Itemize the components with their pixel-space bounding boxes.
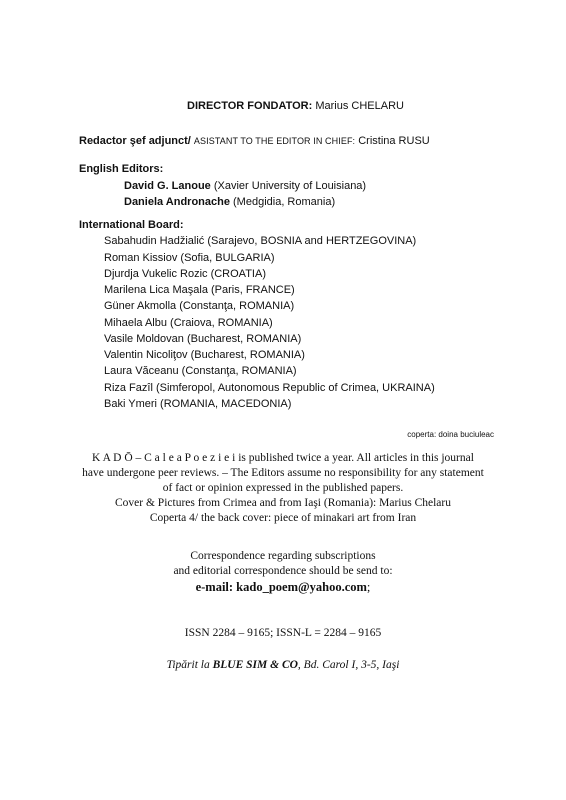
board-member: Sabahudin Hadžialić (Sarajevo, BOSNIA and HERTZEGOVINA) (104, 235, 417, 247)
english-editor-item (124, 180, 366, 192)
english-editor-affiliation: (Medgidia, Romania) (233, 196, 336, 208)
english-editor-affiliation: (Xavier University of Louisiana) (213, 180, 367, 192)
board-member: Riza Fazîl (Simferopol, Autonomous Republic of Crimea, UKRAINA) (104, 382, 435, 394)
board-member: Güner Akmolla (Constanţa, ROMANIA) (104, 300, 295, 312)
director-name: Marius CHELARU (315, 100, 404, 112)
printer-name: BLUE SIM & CO (212, 659, 298, 671)
publication-line: have undergone peer reviews. – The Editors assume no responsibility for any statement (82, 467, 484, 479)
board-member: Laura Văceanu (Constanţa, ROMANIA) (104, 365, 297, 377)
cover-credit: coperta: doina buciuleac (407, 430, 494, 439)
deputy-label: Redactor şef adjunct/ (79, 135, 191, 147)
english-editors-heading: English Editors: (79, 163, 164, 175)
publication-line: Coperta 4/ the back cover: piece of minakari art from Iran (149, 512, 417, 524)
publication-line: K A D Ō – C a l e a P o e z i e i is published twice a year. All articles in this journal (92, 452, 474, 464)
email-line: e-mail: kado_poem@yahoo.com; (195, 580, 371, 594)
board-member: Marilena Lica Maşala (Paris, FRANCE) (104, 284, 295, 296)
correspondence-line: Correspondence regarding subscriptions (190, 550, 376, 562)
english-editor-item (124, 196, 335, 208)
board-member: Roman Kissiov (Sofia, BULGARIA) (104, 252, 275, 264)
english-editor-name: Daniela Andronache (124, 196, 230, 208)
printer-line: Tipărit la BLUE SIM & CO, Bd. Carol I, 3-5, Iaşi (166, 659, 400, 671)
journal-title: K A D Ō – C a l e a P o e z i e i (92, 452, 236, 464)
board-member: Djurdja Vukelic Rozic (CROATIA) (104, 268, 266, 280)
board-member: Valentin Nicoliţov (Bucharest, ROMANIA) (104, 349, 305, 361)
correspondence-line: and editorial correspondence should be send to: (173, 565, 393, 577)
board-member: Mihaela Albu (Craiova, ROMANIA) (104, 317, 273, 329)
deputy-label-en: ASISTANT TO THE EDITOR IN CHIEF: (193, 136, 356, 146)
director-label: DIRECTOR FONDATOR: (187, 100, 313, 112)
publication-line: Cover & Pictures from Crimea and from Iaşi (Romania): Marius Chelaru (115, 497, 451, 509)
publication-line: of fact or opinion expressed in the published papers. (162, 482, 404, 494)
deputy-name: Cristina RUSU (358, 135, 430, 147)
english-editor-name: David G. Lanoue (124, 180, 211, 192)
board-member: Baki Ymeri (ROMANIA, MACEDONIA) (104, 398, 292, 410)
deputy-editor-line (79, 135, 430, 147)
international-board-heading: International Board: (79, 219, 184, 231)
email-address[interactable]: e-mail: kado_poem@yahoo.com (195, 580, 367, 594)
issn-line: ISSN 2284 – 9165; ISSN-L = 2284 – 9165 (184, 627, 382, 639)
board-member: Vasile Moldovan (Bucharest, ROMANIA) (104, 333, 302, 345)
director-line (187, 100, 404, 112)
